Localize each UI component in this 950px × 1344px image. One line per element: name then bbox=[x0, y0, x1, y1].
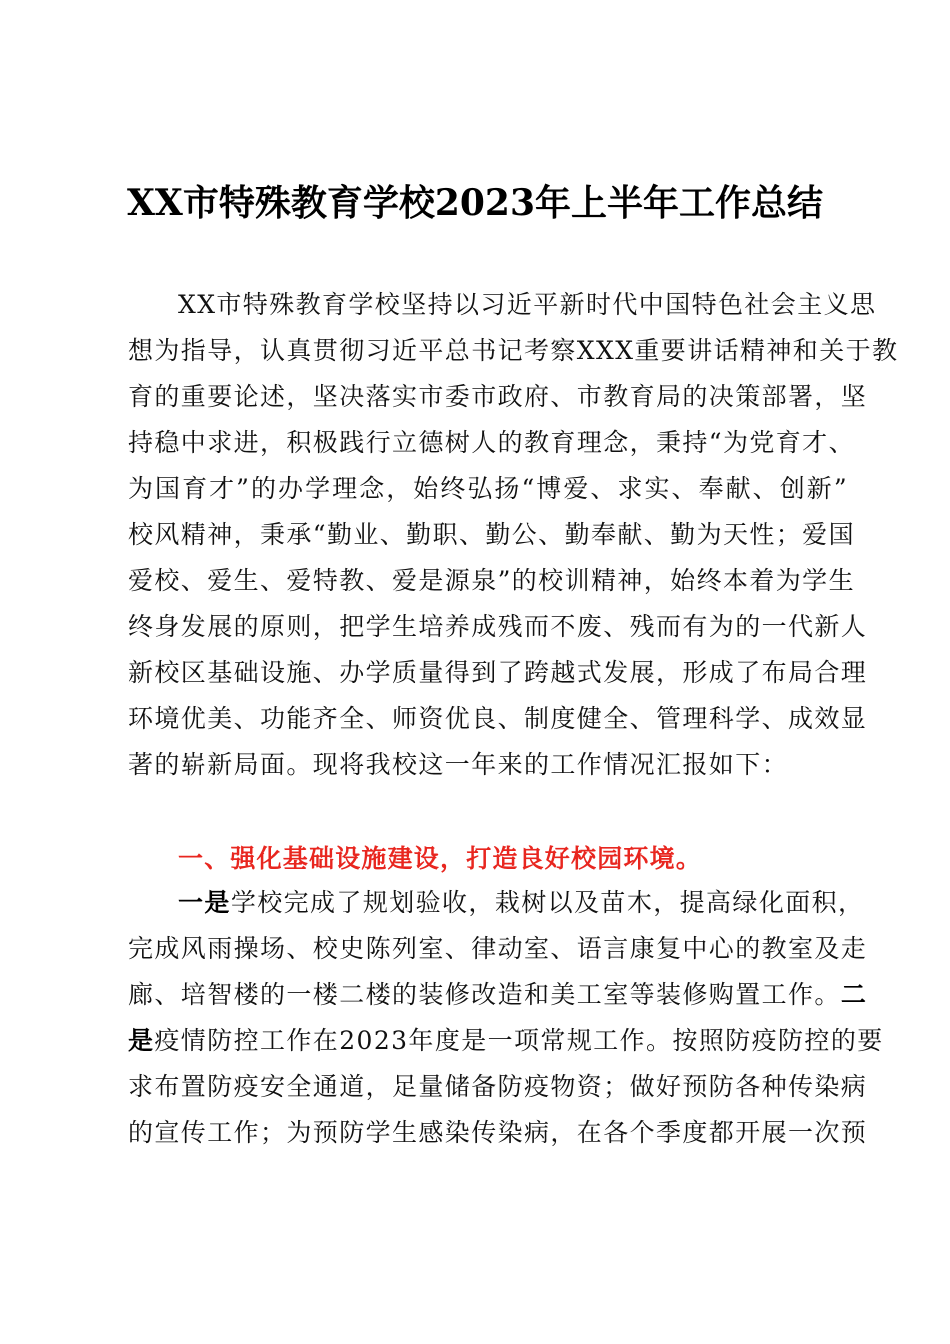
section-line bbox=[128, 880, 865, 926]
intro-line: 育的重要论述，坚决落实市委市政府、市教育局的决策部署，坚 bbox=[128, 382, 868, 411]
intro-paragraph bbox=[128, 282, 899, 788]
section-paragraph bbox=[128, 880, 884, 1156]
intro-line: 持稳中求进，积极践行立德树人的教育理念，秉持“为党育才、 bbox=[128, 428, 855, 457]
intro-line: 环境优美、功能齐全、师资优良、制度健全、管理科学、成效显 bbox=[128, 704, 868, 733]
section-line: 完成风雨操场、校史陈列室、律动室、语言康复中心的教室及走 bbox=[128, 934, 868, 963]
section-line bbox=[128, 1018, 884, 1064]
section-line-text: 疫情防控工作在2023年度是一项常规工作。按照防疫防控的要 bbox=[154, 1026, 884, 1055]
emphasis-label: 是 bbox=[128, 1026, 155, 1055]
section-line: 求布置防疫安全通道，足量储备防疫物资；做好预防各种传染病 bbox=[128, 1072, 868, 1101]
intro-line: 著的崭新局面。现将我校这一年来的工作情况汇报如下： bbox=[128, 750, 789, 779]
intro-line: 为国育才”的办学理念，始终弘扬“博爱、求实、奉献、创新” bbox=[128, 474, 848, 503]
section-heading: 一、强化基础设施建设，打造良好校园环境。 bbox=[178, 844, 703, 873]
intro-line: XX市特殊教育学校坚持以习近平新时代中国特色社会主义思 bbox=[178, 290, 877, 319]
section-line-text: 廊、培智楼的一楼二楼的装修改造和美工室等装修购置工作。 bbox=[128, 980, 841, 1009]
emphasis-label: 一是 bbox=[178, 888, 231, 917]
intro-line: 想为指导，认真贯彻习近平总书记考察XXX重要讲话精神和关于教 bbox=[128, 336, 899, 365]
section-line-text: 学校完成了规划验收，栽树以及苗木，提高绿化面积， bbox=[230, 888, 865, 917]
document-title: XX市特殊教育学校2023年上半年工作总结 bbox=[126, 182, 824, 224]
intro-line: 校风精神，秉承“勤业、勤职、勤公、勤奉献、勤为天性；爱国 bbox=[128, 520, 855, 549]
intro-line: 爱校、爱生、爱特教、爱是源泉”的校训精神，始终本着为学生 bbox=[128, 566, 855, 595]
section-line: 的宣传工作；为预防学生感染传染病，在各个季度都开展一次预 bbox=[128, 1118, 868, 1147]
intro-line: 终身发展的原则，把学生培养成残而不废、残而有为的一代新人 bbox=[128, 612, 868, 641]
section-line bbox=[128, 972, 868, 1018]
intro-line: 新校区基础设施、办学质量得到了跨越式发展，形成了布局合理 bbox=[128, 658, 868, 687]
emphasis-label: 二 bbox=[840, 980, 868, 1009]
